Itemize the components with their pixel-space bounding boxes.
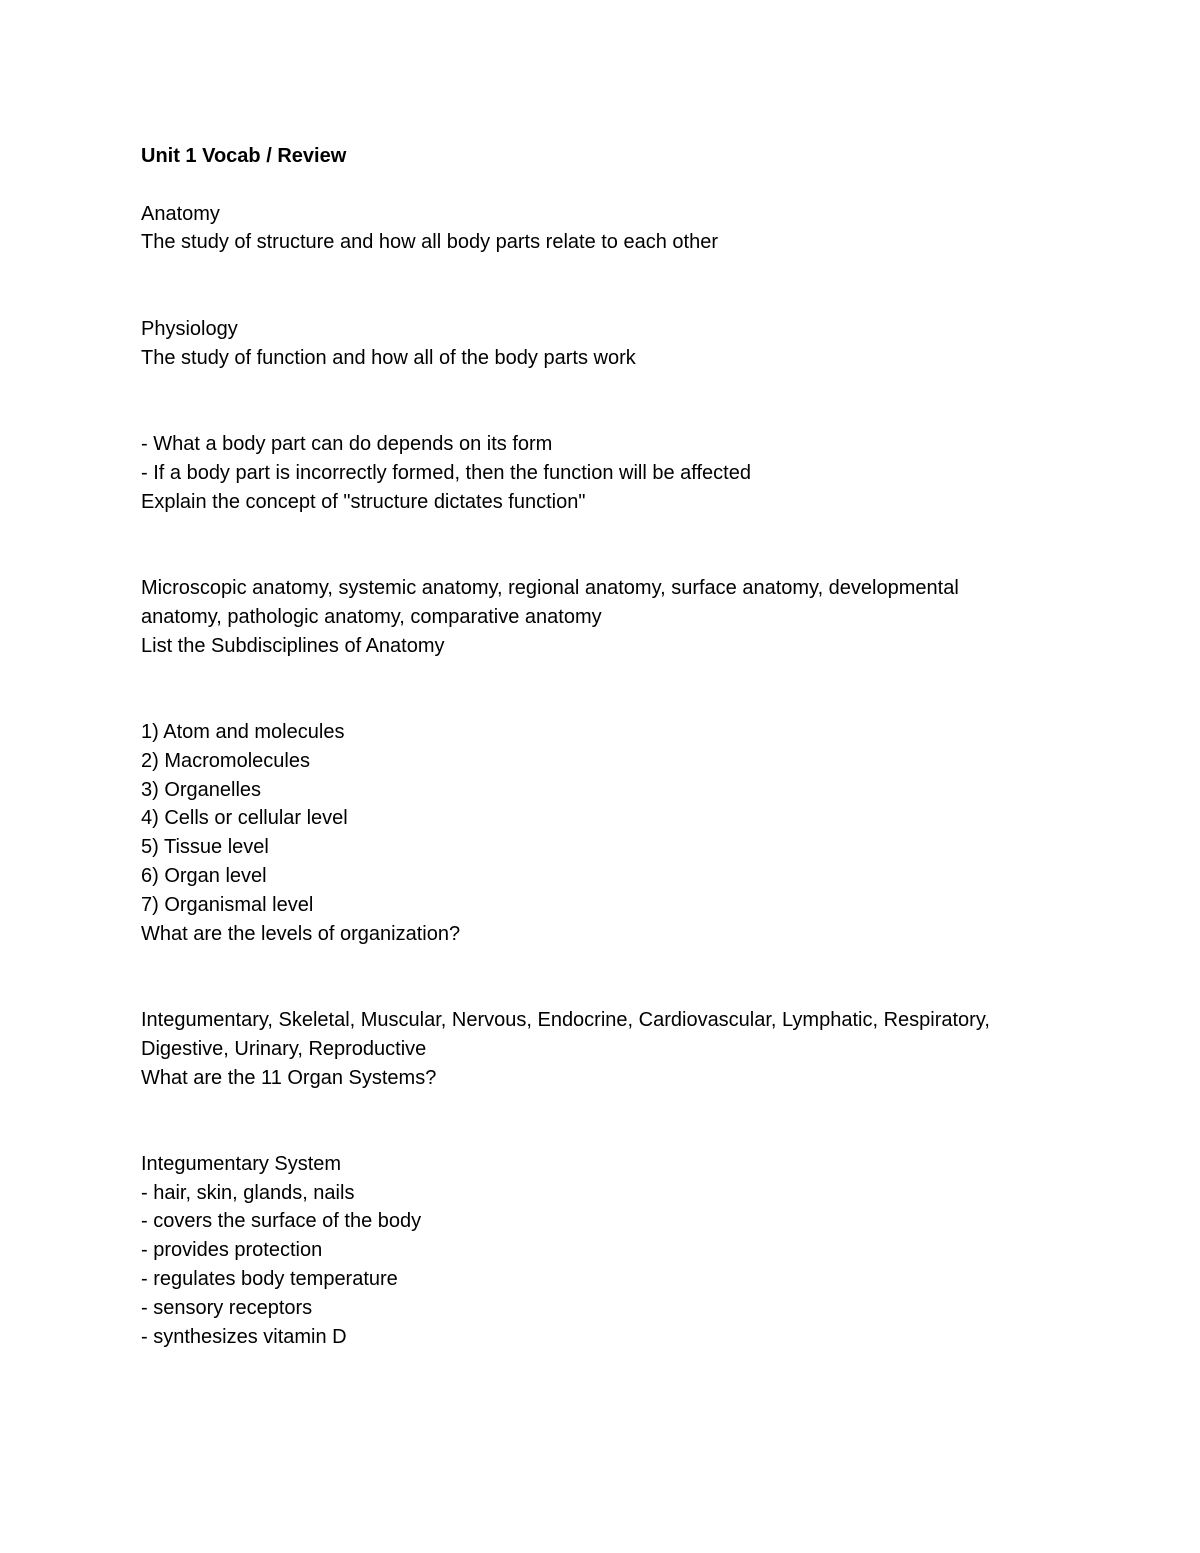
spacer bbox=[141, 171, 1061, 200]
spacer bbox=[141, 660, 1061, 718]
integumentary-item: - synthesizes vitamin D bbox=[141, 1325, 347, 1348]
levels-item: 6) Organ level bbox=[141, 864, 267, 887]
integumentary-item: - provides protection bbox=[141, 1239, 323, 1262]
physiology-definition: The study of function and how all of the body parts work bbox=[141, 346, 636, 369]
physiology-term: Physiology bbox=[141, 317, 238, 340]
spacer bbox=[141, 948, 1061, 1006]
integumentary-heading: Integumentary System bbox=[141, 1152, 342, 1175]
levels-item: 7) Organismal level bbox=[141, 893, 314, 916]
subdisciplines-line: anatomy, pathologic anatomy, comparative anatomy bbox=[141, 605, 602, 628]
anatomy-entry bbox=[141, 200, 1061, 258]
spacer bbox=[141, 516, 1061, 574]
structure-function-line: - What a body part can do depends on its form bbox=[141, 432, 553, 455]
spacer bbox=[141, 257, 1061, 315]
levels-item: 5) Tissue level bbox=[141, 836, 269, 859]
levels-item: 4) Cells or cellular level bbox=[141, 807, 348, 830]
integumentary-item: - sensory receptors bbox=[141, 1296, 313, 1319]
document-title: Unit 1 Vocab / Review bbox=[141, 145, 347, 167]
levels-item: 3) Organelles bbox=[141, 778, 262, 801]
levels-question: What are the levels of organization? bbox=[141, 922, 461, 945]
subdisciplines-line: Microscopic anatomy, systemic anatomy, regional anatomy, surface anatomy, developmental bbox=[141, 576, 959, 599]
structure-function-question: Explain the concept of "structure dictates function" bbox=[141, 490, 586, 513]
document-body bbox=[141, 142, 1061, 1351]
levels-item: 2) Macromolecules bbox=[141, 749, 310, 772]
levels-entry bbox=[141, 718, 1061, 948]
structure-function-entry bbox=[141, 430, 1061, 516]
subdisciplines-question: List the Subdisciplines of Anatomy bbox=[141, 634, 445, 657]
spacer bbox=[141, 1092, 1061, 1150]
levels-item: 1) Atom and molecules bbox=[141, 720, 345, 743]
spacer bbox=[141, 372, 1061, 430]
anatomy-definition: The study of structure and how all body parts relate to each other bbox=[141, 231, 718, 254]
physiology-entry bbox=[141, 315, 1061, 373]
integumentary-item: - regulates body temperature bbox=[141, 1268, 398, 1291]
integumentary-item: - covers the surface of the body bbox=[141, 1210, 422, 1233]
integumentary-item: - hair, skin, glands, nails bbox=[141, 1181, 355, 1204]
subdisciplines-entry bbox=[141, 574, 1061, 660]
organ-systems-entry bbox=[141, 1006, 1061, 1092]
structure-function-line: - If a body part is incorrectly formed, then the function will be affected bbox=[141, 461, 751, 484]
organ-systems-line: Digestive, Urinary, Reproductive bbox=[141, 1037, 427, 1060]
anatomy-term: Anatomy bbox=[141, 202, 220, 225]
organ-systems-question: What are the 11 Organ Systems? bbox=[141, 1066, 437, 1089]
organ-systems-line: Integumentary, Skeletal, Muscular, Nervous, Endocrine, Cardiovascular, Lymphatic, Respiratory, bbox=[141, 1008, 990, 1031]
integumentary-entry bbox=[141, 1150, 1061, 1352]
